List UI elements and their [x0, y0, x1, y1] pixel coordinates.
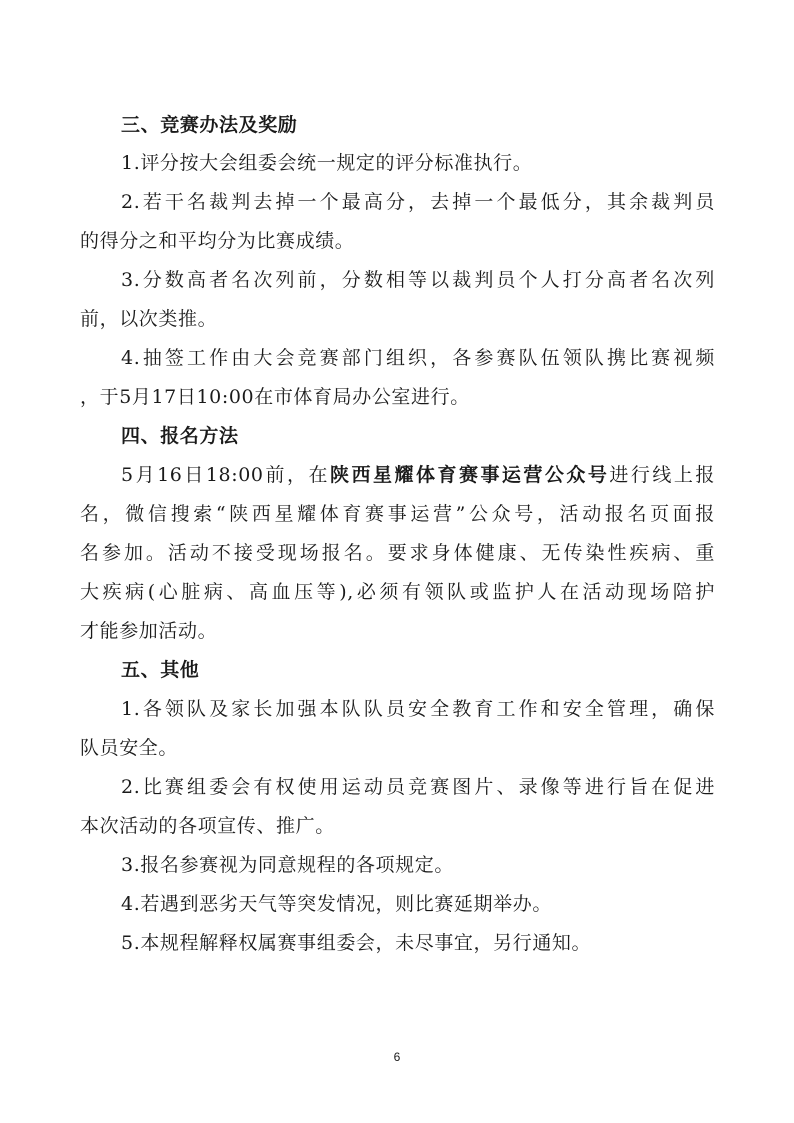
paragraph-draw-line-1: 4.抽签工作由大会竞赛部门组织，各参赛队伍领队携比赛视频	[121, 347, 715, 369]
section-heading-other: 五、其他	[121, 659, 200, 681]
paragraph-registration-line-4: 大疾病(心脏病、高血压等),必须有领队或监护人在活动现场陪护	[80, 581, 715, 603]
paragraph-scoring-standard: 1.评分按大会组委会统一规定的评分标准执行。	[121, 152, 533, 174]
registration-deadline-text: 5月16日18:00前，在	[121, 464, 330, 486]
paragraph-media-rights-line-1: 2.比赛组委会有权使用运动员竞赛图片、录像等进行旨在促进	[121, 776, 715, 798]
paragraph-registration-line-2: 名，微信搜索“陕西星耀体育赛事运营”公众号，活动报名页面报	[80, 503, 715, 525]
paragraph-draw-line-2: ，于5月17日10:00在市体育局办公室进行。	[80, 386, 470, 408]
paragraph-interpretation: 5.本规程解释权属赛事组委会，未尽事宜，另行通知。	[121, 932, 592, 954]
paragraph-ranking-line-1: 3.分数高者名次列前，分数相等以裁判员个人打分高者名次列	[121, 269, 715, 291]
paragraph-media-rights-line-2: 本次活动的各项宣传、推广。	[80, 815, 335, 837]
paragraph-judges-line-2: 的得分之和平均分为比赛成绩。	[80, 230, 355, 252]
section-heading-competition-rules: 三、竞赛办法及奖励	[121, 114, 298, 136]
paragraph-consent: 3.报名参赛视为同意规程的各项规定。	[121, 854, 454, 876]
paragraph-safety-line-2: 队员安全。	[80, 737, 179, 759]
page-number: 6	[393, 1050, 401, 1064]
paragraph-judges-line-1: 2.若干名裁判去掉一个最高分，去掉一个最低分，其余裁判员	[121, 191, 715, 213]
official-account-name: 陕西星耀体育赛事运营公众号	[329, 464, 610, 486]
paragraph-registration-line-3: 名参加。活动不接受现场报名。要求身体健康、无传染性疾病、重	[80, 542, 715, 564]
paragraph-safety-line-1: 1.各领队及家长加强本队队员安全教育工作和安全管理，确保	[121, 698, 715, 720]
registration-line-1-tail: 进行线上报	[609, 464, 715, 486]
paragraph-registration-line-5: 才能参加活动。	[80, 620, 218, 642]
paragraph-ranking-line-2: 前，以次类推。	[80, 308, 218, 330]
paragraph-weather: 4.若遇到恶劣天气等突发情况，则比赛延期举办。	[121, 893, 552, 915]
section-heading-registration: 四、报名方法	[121, 425, 239, 447]
paragraph-registration-line-1	[121, 463, 715, 487]
